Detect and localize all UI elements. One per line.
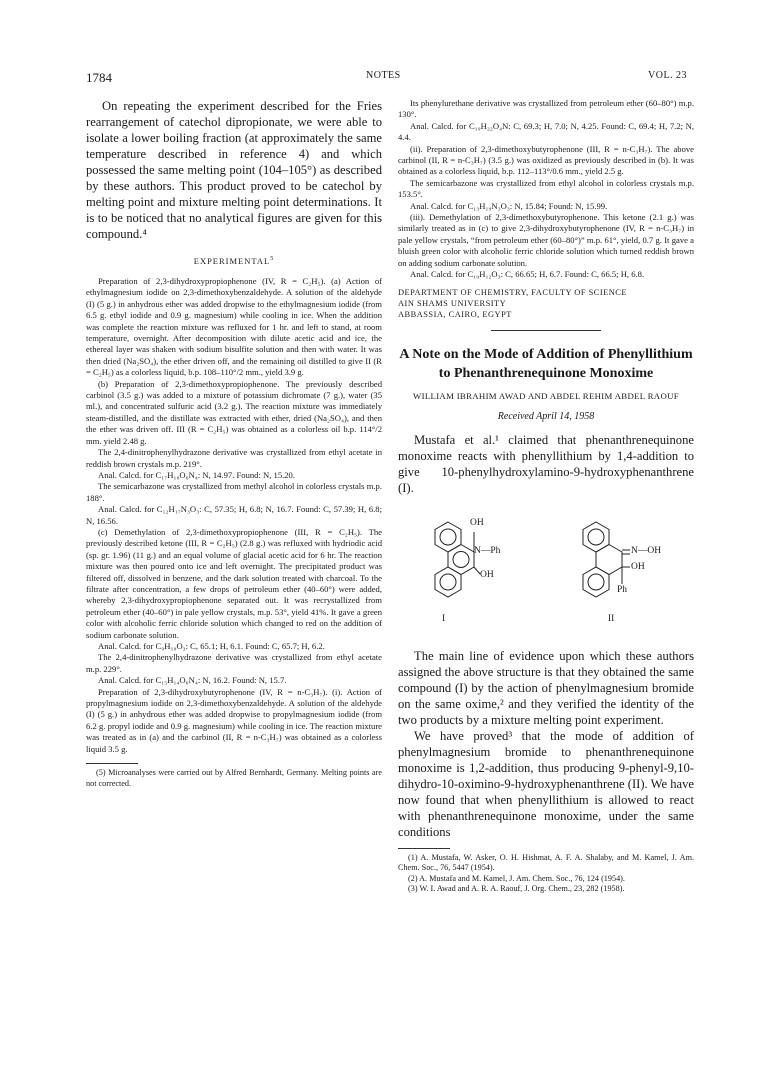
section-heading xyxy=(86,256,382,266)
chemical-structures xyxy=(398,500,694,640)
affiliation-line: AIN SHAMS UNIVERSITY xyxy=(398,298,507,308)
exp-paragraph: The 2,4-dinitrophenylhydrazone derivative was crystallized from ethyl acetate m.p. 229°. xyxy=(86,652,382,674)
affiliation xyxy=(398,287,694,320)
body-paragraph: We have proved³ that the mode of addition of phenylmagnesium bromide to phenanthrenequinone monoxime is 1,2-addition, thus producing 9-phenyl-9,10-dihydro-10-oximino-9-hydroxyphenanthrene (II). We have now found that when phenyllithium is allowed to react with phenanthrenequinone monoxime, under the same conditions xyxy=(398,728,695,839)
label-ph: Ph xyxy=(617,584,628,595)
benzene-ring-ii-bottom xyxy=(583,567,609,597)
label-n-ph: N—Ph xyxy=(474,545,501,556)
article-authors: WILLIAM IBRAHIM AWAD AND ABDEL REHIM ABDEL RAOUF xyxy=(413,390,679,401)
analysis-line: Anal. Calcd. for C₉H₁₀O₃: C, 65.1; H, 6.1. Found: C, 65.7; H, 6.2. xyxy=(98,641,325,651)
exp-paragraph: (ii). Preparation of 2,3-dimethoxybutyrophenone (III, R = n-C₃H₇). The above carbinol (II, R = n-C₃H₇) (3.5 g.) was oxidized as previously described in (b). It was obtained as a colorless liquid, b.p. 112–113°/0.6 mm., yield 2.5 g. xyxy=(398,143,694,177)
section-heading-sup: 5 xyxy=(270,256,275,263)
footnote: (5) Microanalyses were carried out by Alfred Bernhardt, Germany. Melting points are not corrected. xyxy=(86,768,382,788)
page-number: 1784 xyxy=(86,70,112,85)
exp-paragraph: Preparation of 2,3-dihydroxybutyrophenone (IV, R = n-C₃H₇). (i). Action of propylmagnesium iodide on 2,3-dimethoxybenzaldehyde. A solution of the aldehyde (I) (5 g.) in anhydrous ether was added dropwise to propylmagnesium iodide (from 6.2 g. propyl iodide and 0.9 g. magnesium) while cooling in ice. The reaction mixture was treated as in (a) and the carbinol (II, R = n-C₃H₇) was obtained as a colorless liquid 3.5 g. xyxy=(86,686,382,754)
structure-label-i: I xyxy=(442,613,446,624)
footnote: (3) W. I. Awad and A. R. A. Raouf, J. Org. Chem., 23, 282 (1958). xyxy=(408,884,625,894)
benzene-ring-i-top xyxy=(435,522,461,552)
footnote-rule xyxy=(86,763,138,764)
label-n-oh: N—OH xyxy=(631,545,662,556)
section-heading-text: EXPERIMENTAL xyxy=(193,256,271,266)
affiliation-line: ABBASSIA, CAIRO, EGYPT xyxy=(398,309,512,319)
analysis-line: Anal. Calcd. for C₁₇H₁₈O₆N₄: N, 14.97. Found: N, 15.20. xyxy=(98,469,296,480)
body-paragraph: The main line of evidence upon which these authors assigned the above structure is that they obtained the same compound (I) by the action of phenylmagnesium bromide on the same oxime,² and they verified the identity of the two products by a mixture melting point experiment. xyxy=(398,648,694,727)
running-header: NOTES xyxy=(366,70,401,81)
exp-paragraph: Preparation of 2,3-dihydroxypropiophenone (IV, R = C₂H₅). (a) Action of ethylmagnesium iodide on 2,3-dimethoxybenzaldehyde. A solution of the aldehyde (I) (5 g.) in anhydrous ether was added dropwise to the ethylmagnesium iodide (from 6.5 g. ethyl iodide and 0.9 g. magnesium) while cooling in ice. When the addition was complete the reaction mixture was refluxed for 1 hr. and left to stand, at room temperature, overnight. After decomposition with dilute acetic acid and ice, the ethereal layer was shaken with sodium bisulfite solution and then with water. It was then dried (Na₂SO₄), the ether driven off, and the remaining oil distilled to give II (R = C₂H₅) as a colorless liquid, b.p. 108–110°/2 mm., yield 3.9 g. xyxy=(86,276,382,378)
label-oh: OH xyxy=(631,561,645,572)
analysis-line: Anal. Calcd. for C₁₅H₁₄O₆N₄: N, 16.2. Found: N, 15.7. xyxy=(98,675,287,686)
label-oh: OH xyxy=(480,569,494,580)
analysis-line: Anal. Calcd. for C₁₃H₁₉N₃O₃: N, 15.84; Found: N, 15.99. xyxy=(410,200,608,211)
footnote-rule xyxy=(398,848,450,849)
footnote: (1) A. Mustafa, W. Asker, O. H. Hishmat, A. F. A. Shalaby, and M. Kamel, J. Am. Chem. Soc., 76, 5447 (1954). xyxy=(398,852,694,873)
aromatic-circle xyxy=(440,529,456,545)
benzene-ring-ii-top xyxy=(583,522,609,552)
footnote: (2) A. Mustafa and M. Kamel, J. Am. Chem. Soc., 76, 124 (1954). xyxy=(408,873,625,883)
analysis-line: Anal. Calcd. for C₁₀H₁₂O₃: C, 66.65; H, 6.7. Found: C, 66.5; H, 6.8. xyxy=(410,269,645,280)
analysis-line: Anal. Calcd. for C₁₂H₁₇N₃O₃: C, 57.35; H, 6.8; N, 16.7. Found: C, 57.39; H, 6.8; N, 16.56. xyxy=(86,504,382,526)
right-column xyxy=(398,98,694,895)
received-date: Received April 14, 1958 xyxy=(497,410,595,422)
volume-label: VOL. 23 xyxy=(648,70,688,81)
aromatic-circle xyxy=(588,529,604,545)
body-paragraph: Mustafa et al.¹ claimed that phenanthrenequinone monoxime reacts with phenyllithium by 1,4-addition to give 10-phenylhydroxylamino-9-hydroxyphenanthrene (I). xyxy=(398,432,694,495)
exp-paragraph: (b) Preparation of 2,3-dimethoxypropiophenone. The previously described carbinol (3.5 g.) was added to a mixture of potassium dichromate (7 g.), water (35 ml.), and concentrated sulfuric acid (3.2 g.). The reaction mixture was immediately steam-distilled, and the distillate was extracted with ether, dried (Na₂SO₄), and then the ether was driven off. III (R = C₂H₅) was obtained as a colorless oil b.p. 114°/2 mm. yield 2.48 g. xyxy=(86,378,382,446)
central-ring-i xyxy=(448,544,474,574)
exp-paragraph: Its phenylurethane derivative was crystallized from petroleum ether (60–80°) m.p. 130°. xyxy=(398,98,694,120)
exp-paragraph: (c) Demethylation of 2,3-dimethoxypropiophenone (III, R = C₂H₅). The previously described ketone (III, R = C₂H₅) (2.8 g.) was refluxed with hydriodic acid (sp. gr. 1.96) (11 g.) and an equal volume of glacial acetic acid for 6 hr. The reaction mixture was then poured onto ice and left overnight. The precipitated product was filtered off, dissolved in benzene, and the dark solution treated with charcoal. To the filtrate after concentration, a few drops of petroleum ether (40–60°) were added, whereby 2,3-dihydroxypropiophenone separated out. It was recrystallized from petroleum ether (40–60°) in pale yellow crystals, m.p. 53°, yield 41%. It gave a green color with alcoholic ferric chloride solution which changed to red on the addition of sodium carbonate solution. xyxy=(86,526,382,640)
intro-paragraph: On repeating the experiment described for the Fries rearrangement of catechol dipropionate, we were able to isolate a lower boiling fraction (at approximately the same temperature described in reference 4) and which possessed the same melting point (104–105°) as described by these authors. This product proved to be catechol by melting point and mixture melting point determinations. It is to be noticed that no analytical figures are given for this compound.⁴ xyxy=(86,99,382,241)
central-ring-ii xyxy=(596,544,622,574)
aromatic-circle xyxy=(440,574,456,590)
article-title: A Note on the Mode of Addition of Phenyllithium to Phenanthrenequinone Monoxime xyxy=(399,346,693,381)
structure-label-ii: II xyxy=(608,613,615,624)
exp-paragraph: The semicarbazone was crystallized from methyl alcohol in colorless crystals m.p. 188°. xyxy=(86,481,382,503)
exp-paragraph: The semicarbazone was crystallized from ethyl alcohol in colorless crystals m.p. 153.5°. xyxy=(398,177,694,200)
left-column xyxy=(86,98,382,789)
benzene-ring-i-bottom xyxy=(435,567,461,597)
aromatic-circle xyxy=(588,574,604,590)
aromatic-circle xyxy=(453,551,469,567)
exp-paragraph: (iii). Demethylation of 2,3-dimethoxybutyrophenone. This ketone (2.1 g.) was similarly treated as in (c) to give 2,3-dihydroxybutyrophenone (IV, R = n-C₃H₇) in pale yellow crystals, “from petroleum ether (60–80°)” m.p. 61°, yield, 0.7 g. It gave a bluish green color with alcoholic ferric chloride solution which turned reddish brown on adding sodium carbonate solution. xyxy=(398,212,694,268)
analysis-line: Anal. Calcd. for C₁₉H₂₂O₄N: C, 69.3; H, 7.0; N, 4.25. Found: C, 69.4; H, 7.2; N, 4.4. xyxy=(398,120,694,143)
article-separator xyxy=(491,330,601,331)
affiliation-line: DEPARTMENT OF CHEMISTRY, FACULTY OF SCIENCE xyxy=(398,287,628,297)
exp-paragraph: The 2,4-dinitrophenylhydrazone derivative was crystallized from ethyl acetate in reddish brown crystals m.p. 219°. xyxy=(86,447,382,469)
label-oh: OH xyxy=(470,517,484,528)
